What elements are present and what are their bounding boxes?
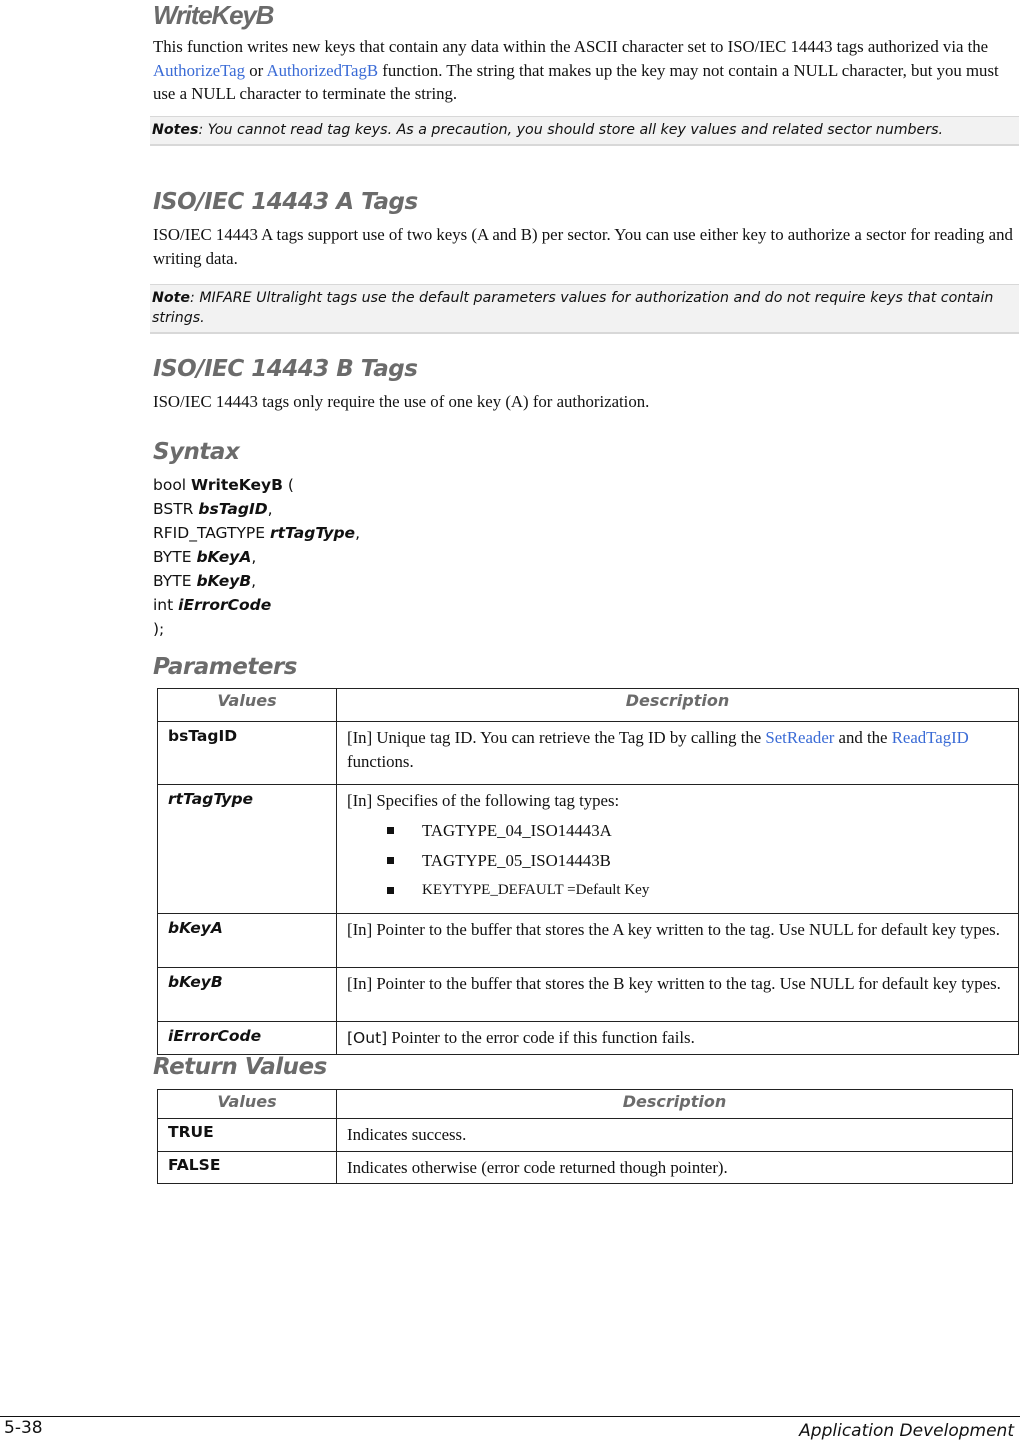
set-reader-link[interactable]: SetReader xyxy=(765,728,835,747)
authorized-tag-b-link[interactable]: AuthorizedTagB xyxy=(266,60,379,80)
table-row xyxy=(158,1119,1013,1152)
syntax-line: BSTR bsTagID, xyxy=(153,500,273,518)
read-tag-id-link[interactable]: ReadTagID xyxy=(891,728,969,747)
section-b-text: ISO/IEC 14443 tags only require the use of one key (A) for authorization. xyxy=(153,392,650,411)
syntax-line: BYTE bKeyB, xyxy=(153,572,257,590)
return-value-description: Indicates otherwise (error code returned though pointer). xyxy=(337,1151,1013,1184)
table-row xyxy=(158,1021,1019,1055)
section-heading-parameters: Parameters xyxy=(153,654,297,680)
return-value-description: Indicates success. xyxy=(337,1119,1013,1152)
section-a-text: ISO/IEC 14443 A tags support use of two keys (A and B) per sector. You can use either key to authorize a sector for reading and writing data. xyxy=(153,225,1013,268)
param-description: [In] Pointer to the buffer that stores the B key written to the tag. Use NULL for default key types. xyxy=(337,967,1019,1021)
param-name: bKeyA xyxy=(158,913,337,967)
section-heading-b-tags: ISO/IEC 14443 B Tags xyxy=(153,356,418,382)
intro-paragraph xyxy=(153,35,1015,106)
table-row xyxy=(158,1151,1013,1184)
return-value-name: FALSE xyxy=(158,1151,337,1184)
param-description: [Out] Pointer to the error code if this function fails. xyxy=(337,1021,1019,1055)
authorize-tag-link[interactable]: AuthorizeTag xyxy=(153,60,246,80)
param-description-text: [In] Specifies of the following tag types: xyxy=(347,791,620,810)
param-description: [In] Unique tag ID. You can retrieve the Tag ID by calling the SetReader and the ReadTagID functions. xyxy=(337,722,1019,785)
column-header-values: Values xyxy=(158,689,337,722)
note-box xyxy=(150,116,1019,146)
syntax-line: RFID_TAGTYPE rtTagType, xyxy=(153,524,360,542)
intro-text-mid: or xyxy=(245,60,267,80)
section-heading-syntax: Syntax xyxy=(153,439,240,465)
param-description: [In] Pointer to the buffer that stores the A key written to the tag. Use NULL for default key types. xyxy=(337,913,1019,967)
intro-text: This function writes new keys that contain any data within the ASCII character set to ISO/IEC 14443 tags authorized via the xyxy=(153,37,989,56)
table-row xyxy=(158,913,1019,967)
note-text: : MIFARE Ultralight tags use the default parameters values for authorization and do not require keys that contain strings. xyxy=(152,290,994,326)
syntax-line: bool WriteKeyB ( xyxy=(153,476,294,494)
list-item: KEYTYPE_DEFAULT =Default Key xyxy=(387,879,1008,909)
note-label: Note xyxy=(152,290,191,306)
note-label: Notes xyxy=(152,122,199,138)
footer-divider xyxy=(0,1416,1020,1417)
syntax-line: BYTE bKeyA, xyxy=(153,548,257,566)
syntax-block xyxy=(153,473,360,641)
param-name: rtTagType xyxy=(158,785,337,914)
note-text: : You cannot read tag keys. As a precaution, you should store all key values and related sector numbers. xyxy=(198,122,944,138)
page-number: 5-38 xyxy=(4,1418,43,1438)
note-box xyxy=(150,284,1019,334)
table-header-row xyxy=(158,689,1019,722)
list-item: TAGTYPE_05_ISO14443B xyxy=(387,849,1008,879)
section-heading-return-values: Return Values xyxy=(153,1054,327,1080)
page-title: WriteKeyB xyxy=(153,0,274,30)
table-row xyxy=(158,722,1019,785)
syntax-line: int iErrorCode xyxy=(153,596,272,614)
table-header-row xyxy=(158,1090,1013,1119)
syntax-line: ); xyxy=(153,620,165,638)
param-name: bsTagID xyxy=(158,722,337,785)
section-heading-a-tags: ISO/IEC 14443 A Tags xyxy=(153,189,418,215)
column-header-description: Description xyxy=(337,1090,1013,1119)
tag-type-list xyxy=(347,819,1008,909)
return-value-name: TRUE xyxy=(158,1119,337,1152)
footer-section-title: Application Development xyxy=(799,1421,1014,1441)
table-row xyxy=(158,785,1019,914)
param-name: bKeyB xyxy=(158,967,337,1021)
parameters-table xyxy=(157,688,1019,1055)
table-row xyxy=(158,967,1019,1021)
param-name: iErrorCode xyxy=(158,1021,337,1055)
list-item: TAGTYPE_04_ISO14443A xyxy=(387,819,1008,849)
intro-text-end: function. The string that makes up the key may not contain a NULL character, but you must use a NULL character to terminate the string. xyxy=(153,60,999,103)
return-values-table xyxy=(157,1089,1013,1184)
column-header-values: Values xyxy=(158,1090,337,1119)
param-description xyxy=(337,785,1019,914)
column-header-description: Description xyxy=(337,689,1019,722)
